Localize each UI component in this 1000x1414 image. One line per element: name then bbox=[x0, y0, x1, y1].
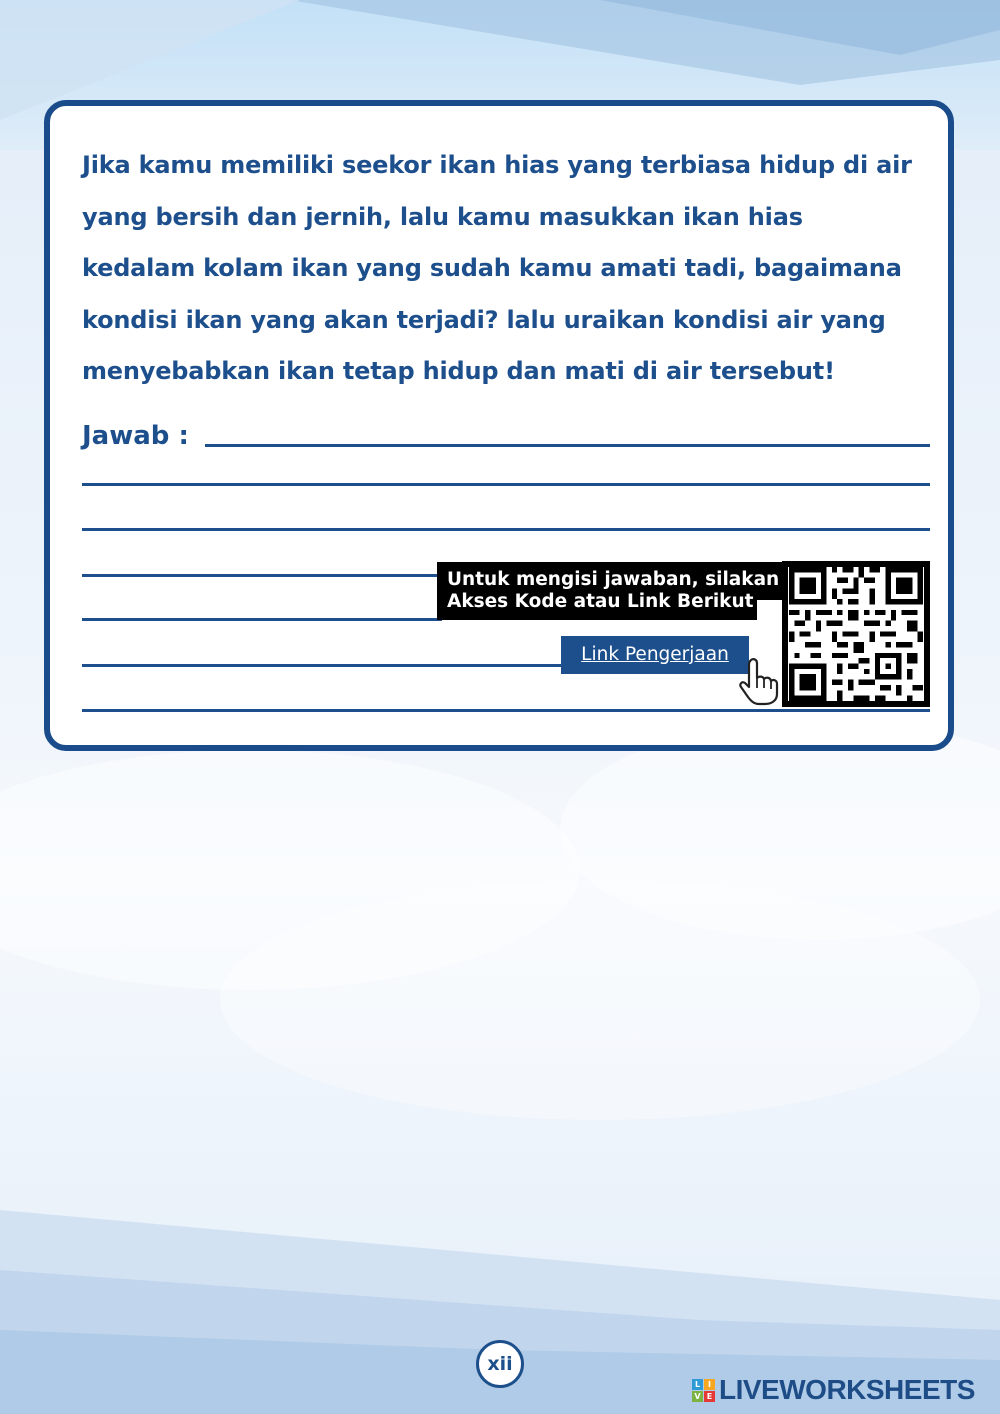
question-line: kondisi ikan yang akan terjadi? lalu uraikan kondisi air yang bbox=[82, 305, 886, 334]
answer-line[interactable] bbox=[82, 664, 562, 667]
liveworksheets-logo bbox=[692, 1375, 975, 1405]
qr-code-pattern bbox=[788, 567, 924, 701]
liveworksheets-mark-icon: L I V E bbox=[692, 1379, 715, 1402]
access-notice bbox=[437, 562, 783, 620]
qr-code-icon[interactable] bbox=[782, 561, 930, 707]
notice-corner bbox=[757, 600, 783, 620]
answer-line[interactable] bbox=[82, 618, 442, 621]
answer-line[interactable] bbox=[205, 444, 930, 447]
page-number: xii bbox=[476, 1340, 524, 1388]
notice-line-2: Akses Kode atau Link Berikut bbox=[447, 591, 754, 612]
question-line: yang bersih dan jernih, lalu kamu masukkan ikan hias bbox=[82, 202, 803, 231]
brand-name: LIVEWORKSHEETS bbox=[719, 1374, 975, 1405]
link-pengerjaan-button[interactable]: Link Pengerjaan bbox=[561, 636, 749, 674]
hand-pointer-icon bbox=[737, 656, 785, 706]
answer-line[interactable] bbox=[82, 483, 930, 486]
question-text bbox=[82, 140, 932, 398]
answer-label: Jawab : bbox=[82, 421, 189, 451]
answer-line[interactable] bbox=[82, 709, 930, 712]
question-line: kedalam kolam ikan yang sudah kamu amati tadi, bagaimana bbox=[82, 254, 902, 282]
answer-line[interactable] bbox=[82, 528, 930, 531]
question-line: menyebabkan ikan tetap hidup dan mati di air tersebut! bbox=[82, 357, 835, 385]
answer-line[interactable] bbox=[82, 574, 442, 577]
question-line: Jika kamu memiliki seekor ikan hias yang terbiasa hidup di air bbox=[82, 151, 912, 179]
notice-line-1: Untuk mengisi jawaban, silakan bbox=[447, 569, 780, 590]
